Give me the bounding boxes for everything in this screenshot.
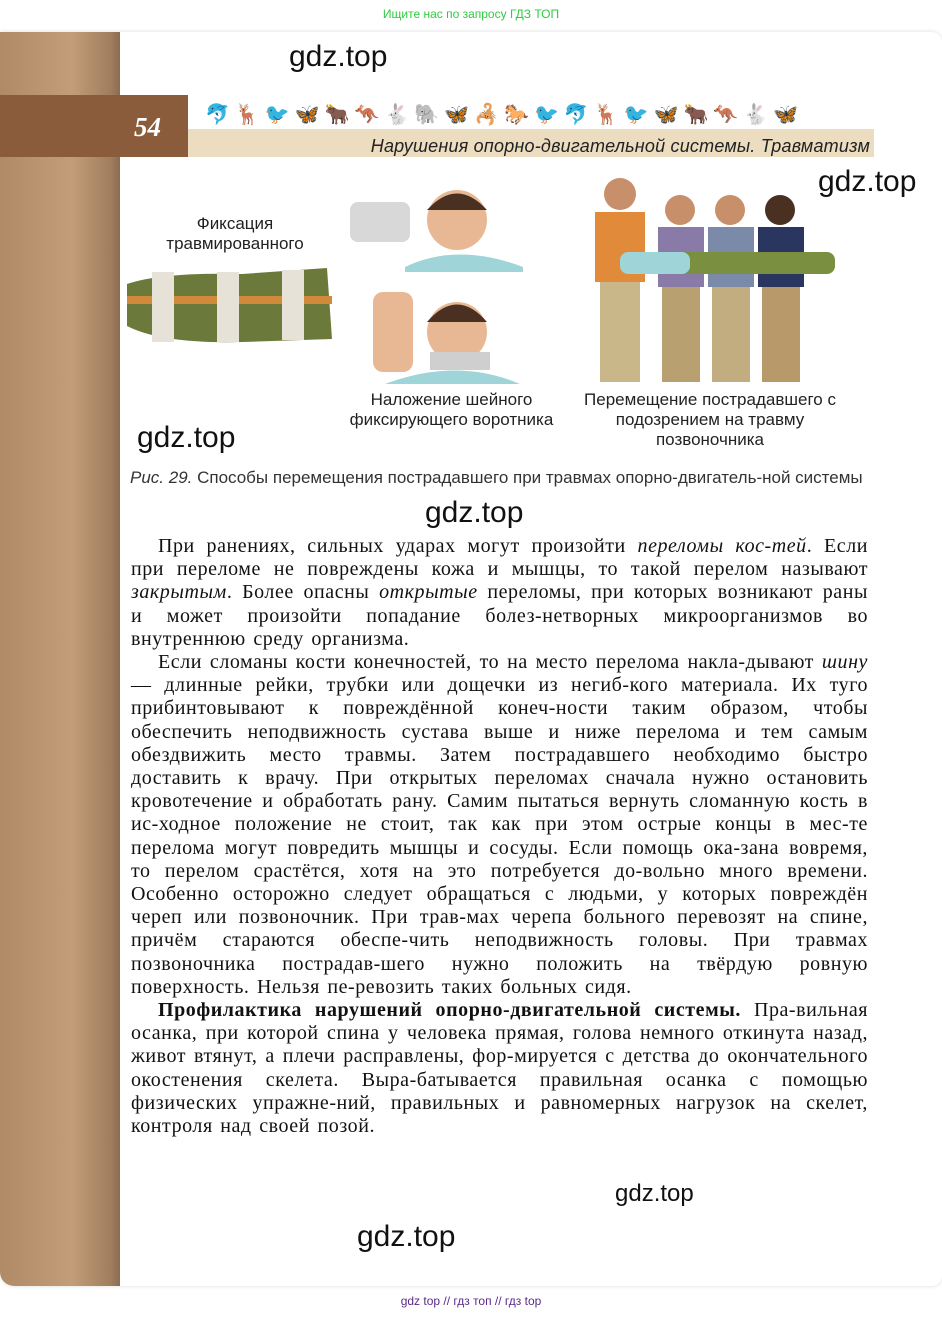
- text-segment: Если сломаны кости конечностей, то на место перелома накла-дывают: [158, 651, 822, 674]
- watermark: gdz.top: [289, 40, 388, 73]
- patient-transport-illustration: [580, 172, 842, 387]
- watermark: gdz.top: [425, 496, 524, 529]
- text-segment: . Более опасны: [226, 581, 380, 604]
- paragraph: [131, 651, 868, 999]
- text-segment: — длинные рейки, трубки или дощечки из негиб-кого материала. Их туго прибинтовывают к повреждённой конеч-ности таким образом, чтобы обеспечить неподвижность сустава выше и ниже перелома и тем самым обездвижить место травмы. Затем пострадавшего необходимо быстро доставить к врачу. При открытых переломах сначала нужно остановить кровотечение и обработать рану. Самим пытаться вернуть сломанную кость в ис-ходное положение не стоит, так как при этом острые концы в мес-те перелома могут повредить мышцы и сосуды. Если помощь ока-зана вовремя, то перелом срастётся, хотя на это потребуется до-вольно много времени. Особенно осторожно следует обращаться с людьми, у которых повреждён череп или позвоночник. При трав-мах черепа больного перевозят на спине, причём стараются обеспе-чить неподвижность головы. При травмах позвоночника пострадав-шего нужно положить на твёрдую ровную поверхность. Нельзя пе-ревозить таких больных сидя.: [131, 674, 868, 998]
- figure-label-transport: Перемещение пострадавшего с подозрением на травму позвоночника: [584, 390, 836, 449]
- book-spine: [0, 32, 120, 1286]
- text-segment: Пра-вильная осанка, при которой спина у человека прямая, голова немного откинута назад, живот втянут, а плечи расправлены, фор-мируется с детства до окончательного окостенения скелета. Выра-батывается правильная осанка с помощью физических упражне-ний, правильных и равномерных нагрузок на скелет, контроля над своей позой.: [131, 999, 869, 1138]
- watermark: gdz.top: [818, 165, 917, 198]
- watermark: gdz.top: [137, 421, 236, 454]
- italic-term: переломы кос-тей: [637, 535, 807, 557]
- text-segment: При ранениях, сильных ударах могут произойти: [158, 535, 638, 557]
- animal-silhouettes-border: 🐬 🦌 🐦 🦋 🐂 🦘 🐇 🐘 🦋 🦂 🐎 🐦 🐬 🦌 🐦 🦋 🐂 🦘 🐇 🦋: [205, 104, 799, 126]
- italic-term: открытые: [379, 581, 478, 604]
- figure-label-collar: Наложение шейного фиксирующего воротника: [349, 390, 554, 429]
- figure-label-fixation: Фиксация травмированного: [166, 214, 304, 253]
- text-segment: переломы, при которых возникают раны и может произойти попадание болез-нетворных микроорганизмов во внутреннюю среду организма.: [131, 581, 868, 650]
- italic-term: закрытым: [131, 581, 227, 604]
- neck-collar-illustration: [345, 172, 525, 387]
- splinted-leg-illustration: [122, 264, 336, 346]
- text-segment: . Если при переломе не повреждены кожа и мышцы, то такой перелом называют: [131, 535, 868, 581]
- bold-heading: Профилактика нарушений опорно-двигательной системы.: [158, 999, 741, 1022]
- watermark: gdz.top: [615, 1180, 694, 1207]
- figure-caption-text: Способы перемещения пострадавшего при травмах опорно-двигатель-ной системы: [192, 468, 863, 487]
- figure-caption: [130, 466, 868, 489]
- chapter-title: Нарушения опорно-двигательной системы. Травматизм: [370, 136, 870, 156]
- paragraph: [131, 999, 868, 1138]
- page-number: 54: [134, 112, 161, 142]
- watermark: gdz.top: [357, 1220, 456, 1253]
- top-search-banner[interactable]: Ищите нас по запросу ГДЗ ТОП: [382, 7, 560, 21]
- bottom-links[interactable]: gdz top // гдз топ // гдз top: [400, 1294, 542, 1308]
- figure-number: Рис. 29.: [130, 468, 193, 487]
- paragraph: [131, 535, 868, 651]
- textbook-page: [0, 32, 942, 1286]
- body-text: [131, 535, 868, 1138]
- italic-term: шину: [821, 651, 868, 674]
